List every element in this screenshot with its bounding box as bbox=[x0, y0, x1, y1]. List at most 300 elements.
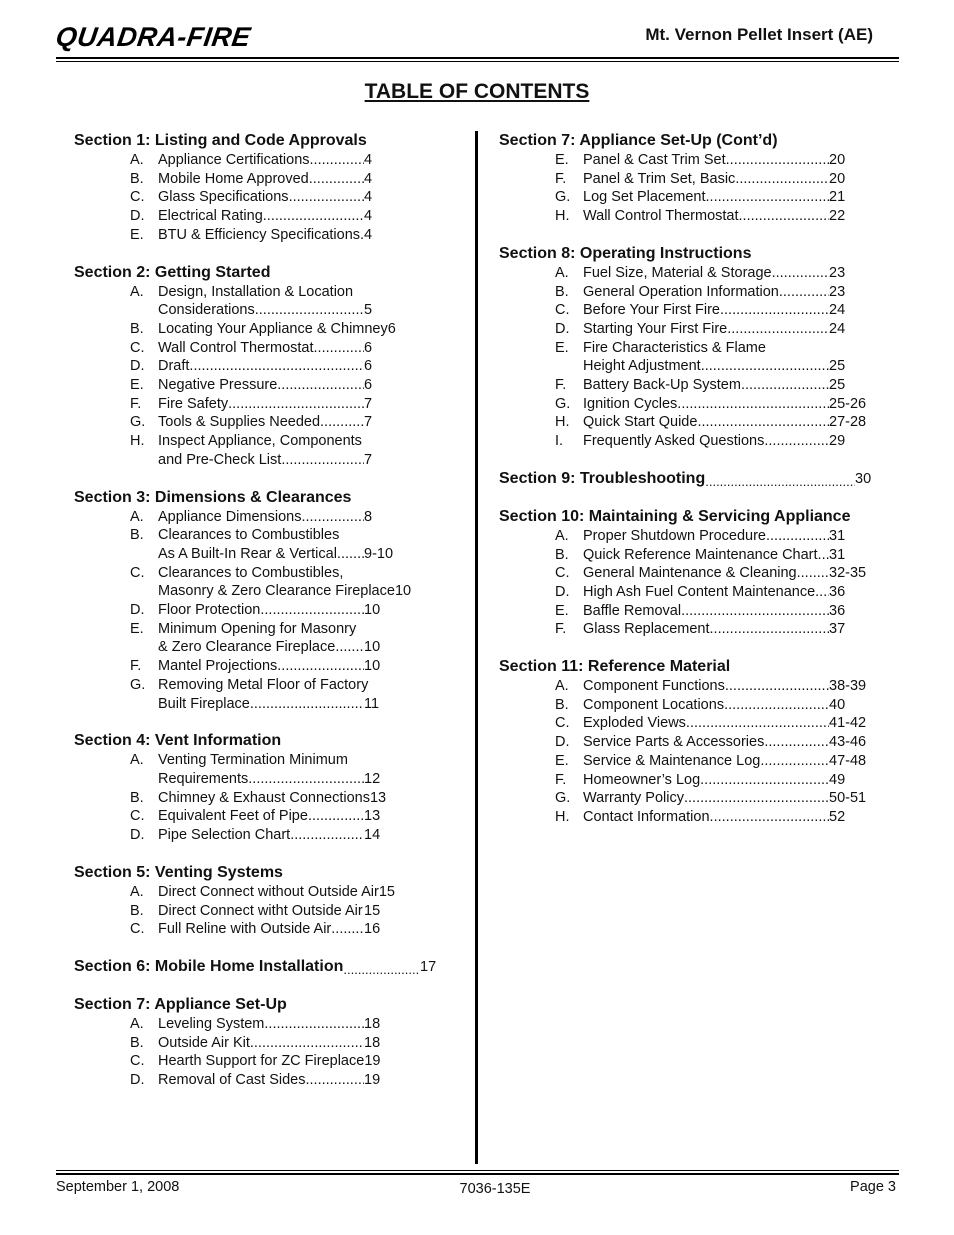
entry-text: Locating Your Appliance & Chimney bbox=[158, 320, 388, 337]
entry-text: Considerations bbox=[158, 302, 255, 319]
entry-page-number: 18 bbox=[364, 1034, 381, 1051]
toc-entry[interactable] bbox=[555, 733, 899, 752]
toc-entry[interactable] bbox=[555, 789, 899, 808]
entry-page-number: 22 bbox=[829, 208, 846, 225]
entry-page-number: 4 bbox=[364, 208, 373, 225]
entry-letter: E. bbox=[555, 752, 569, 769]
entry-page-number: 7 bbox=[364, 395, 373, 412]
entry-text: Frequently Asked Questions bbox=[583, 433, 765, 450]
toc-entry[interactable] bbox=[130, 526, 464, 563]
entry-page-number: 18 bbox=[364, 1015, 381, 1032]
entry-letter: C. bbox=[130, 189, 145, 206]
entry-page-number: 19 bbox=[364, 1053, 381, 1070]
entry-page-number: 36 bbox=[829, 602, 846, 619]
entry-page-number: 27-28 bbox=[829, 414, 867, 431]
entry-page-number: 11 bbox=[364, 695, 380, 712]
entry-page-number: 32-35 bbox=[829, 565, 867, 582]
dot-leader bbox=[281, 451, 364, 470]
entry-page-number: 4 bbox=[364, 170, 373, 187]
dot-leader bbox=[677, 395, 829, 414]
entry-text: High Ash Fuel Content Maintenance bbox=[583, 583, 816, 600]
toc-section bbox=[74, 995, 464, 1090]
entry-letter: D. bbox=[555, 583, 570, 600]
toc-entry[interactable] bbox=[130, 357, 464, 376]
dot-leader bbox=[343, 963, 420, 977]
entry-text: Leveling System bbox=[158, 1015, 265, 1032]
header-rule bbox=[56, 57, 899, 59]
entry-page-number: 6 bbox=[364, 339, 373, 356]
entry-letter: B. bbox=[555, 546, 569, 563]
entry-page-number: 6 bbox=[364, 358, 373, 375]
toc-entry[interactable] bbox=[555, 320, 899, 339]
toc-entry[interactable] bbox=[130, 413, 464, 432]
toc-entry[interactable] bbox=[555, 376, 899, 395]
toc-entry[interactable] bbox=[130, 188, 464, 207]
entry-letter: B. bbox=[555, 696, 569, 713]
entry-text: As A Built-In Rear & Vertical bbox=[158, 545, 337, 562]
dot-leader bbox=[260, 601, 364, 620]
toc-section bbox=[74, 957, 464, 977]
section-title: Section 1: Listing and Code Approvals bbox=[74, 132, 367, 149]
entry-page-number: 5 bbox=[364, 302, 373, 319]
dot-leader bbox=[720, 301, 829, 320]
entry-page-number: 14 bbox=[364, 827, 381, 844]
dot-leader bbox=[700, 771, 829, 790]
toc-entry[interactable] bbox=[555, 696, 899, 715]
section-heading[interactable] bbox=[74, 957, 464, 977]
entry-letter: B. bbox=[130, 527, 144, 544]
entry-text: Electrical Rating bbox=[158, 208, 263, 225]
entry-text: Proper Shutdown Procedure bbox=[583, 527, 766, 544]
entry-letter: H. bbox=[555, 208, 570, 225]
entry-page-number: 13 bbox=[369, 789, 387, 806]
dot-leader bbox=[305, 1071, 364, 1090]
dot-leader bbox=[301, 508, 364, 527]
toc-right-column bbox=[499, 131, 899, 845]
section-title: Section 10: Maintaining & Servicing Appliance bbox=[499, 507, 851, 525]
entry-letter: F. bbox=[130, 658, 142, 675]
toc-entry[interactable] bbox=[130, 902, 464, 921]
dot-leader bbox=[289, 188, 364, 207]
entry-letter: G. bbox=[130, 414, 146, 431]
dot-leader bbox=[764, 733, 829, 752]
section-title: Section 7: Appliance Set-Up bbox=[74, 995, 287, 1013]
entry-text: Minimum Opening for Masonry bbox=[158, 620, 357, 637]
entry-page-number: 31 bbox=[829, 527, 846, 544]
entry-text: Built Fireplace bbox=[158, 695, 250, 712]
entry-page-number: 21 bbox=[829, 189, 846, 206]
toc-section bbox=[74, 731, 464, 845]
toc-entry[interactable] bbox=[130, 789, 464, 808]
entry-page-number: 52 bbox=[829, 808, 846, 825]
entry-page-number: 4 bbox=[364, 189, 373, 206]
entry-text: & Zero Clearance Fireplace bbox=[158, 639, 336, 656]
entry-text: Direct Connect witht Outside Air bbox=[158, 902, 363, 919]
entry-page-number: 12 bbox=[364, 770, 381, 787]
entry-letter: C. bbox=[555, 565, 570, 582]
entry-page-number: 23 bbox=[829, 264, 846, 281]
section-heading[interactable] bbox=[74, 863, 464, 883]
entry-text: Glass Replacement bbox=[583, 621, 710, 638]
toc-entry[interactable] bbox=[130, 1071, 464, 1090]
entry-text: Service & Maintenance Log bbox=[583, 752, 761, 769]
entry-text: Starting Your First Fire bbox=[583, 320, 728, 337]
entry-letter: F. bbox=[555, 377, 567, 394]
entry-letter: E. bbox=[130, 620, 144, 637]
entry-text: Log Set Placement bbox=[583, 189, 706, 206]
toc-entry[interactable] bbox=[555, 714, 899, 733]
entry-letter: C. bbox=[130, 1053, 145, 1070]
toc-section bbox=[499, 657, 899, 827]
toc-entry[interactable] bbox=[130, 620, 464, 657]
toc-entry[interactable] bbox=[130, 564, 464, 601]
toc-section bbox=[74, 131, 464, 245]
dot-leader bbox=[764, 432, 829, 451]
toc-section bbox=[499, 131, 899, 226]
dot-leader bbox=[727, 320, 829, 339]
entry-text: General Maintenance & Cleaning bbox=[583, 565, 797, 582]
entry-text: BTU & Efficiency Specifications bbox=[158, 226, 361, 243]
entry-text: Wall Control Thermostat bbox=[583, 208, 739, 225]
section-heading[interactable] bbox=[499, 244, 899, 264]
entry-text: Chimney & Exhaust Connections bbox=[158, 789, 370, 806]
entry-page-number: 25 bbox=[829, 358, 846, 375]
entry-letter: B. bbox=[130, 320, 144, 337]
dot-leader bbox=[726, 151, 829, 170]
dot-leader bbox=[686, 714, 829, 733]
toc-entry[interactable] bbox=[555, 546, 899, 565]
dot-leader bbox=[309, 170, 364, 189]
dot-leader bbox=[290, 826, 364, 845]
entry-letter: G. bbox=[555, 790, 571, 807]
entry-text: Fuel Size, Material & Storage bbox=[583, 264, 772, 281]
entry-text: General Operation Information bbox=[583, 283, 779, 300]
toc-entry[interactable] bbox=[555, 564, 899, 583]
dot-leader bbox=[766, 527, 829, 546]
section-heading[interactable] bbox=[499, 469, 899, 489]
entry-letter: C. bbox=[130, 564, 145, 581]
toc-entry[interactable] bbox=[555, 207, 899, 226]
section-page-number: 17 bbox=[420, 958, 437, 975]
toc-entry[interactable] bbox=[555, 527, 899, 546]
entry-text: Clearances to Combustibles bbox=[158, 527, 340, 544]
entry-page-number: 4 bbox=[364, 152, 373, 168]
entry-letter: G. bbox=[555, 189, 571, 206]
entry-page-number: 37 bbox=[829, 621, 846, 638]
entry-letter: D. bbox=[130, 602, 145, 619]
toc-section bbox=[499, 244, 899, 451]
entry-page-number: 47-48 bbox=[829, 752, 867, 769]
section-heading[interactable] bbox=[499, 657, 899, 677]
section-heading[interactable] bbox=[499, 507, 899, 527]
entry-letter: C. bbox=[555, 302, 570, 319]
dot-leader bbox=[248, 770, 364, 789]
entry-letter: C. bbox=[130, 808, 145, 825]
toc-section bbox=[74, 488, 464, 714]
entry-page-number: 20 bbox=[829, 170, 846, 187]
entry-letter: B. bbox=[130, 1034, 144, 1051]
dot-leader bbox=[310, 151, 364, 170]
toc-entry[interactable] bbox=[130, 432, 464, 469]
entry-letter: A. bbox=[130, 283, 144, 300]
entry-text: Panel & Trim Set, Basic bbox=[583, 170, 736, 187]
dot-leader bbox=[331, 920, 364, 939]
quadra-fire-logo: QUADRA-FIRE bbox=[53, 22, 253, 52]
toc-entry[interactable] bbox=[555, 677, 899, 696]
entry-text: Quick Start Quide bbox=[583, 414, 698, 431]
section-title: Section 11: Reference Material bbox=[499, 658, 731, 676]
entry-letter: D. bbox=[130, 208, 145, 225]
toc-entry[interactable] bbox=[555, 395, 899, 414]
entry-page-number: 7 bbox=[364, 414, 373, 431]
entry-letter: C. bbox=[555, 715, 570, 732]
entry-letter: E. bbox=[555, 602, 569, 619]
section-heading[interactable] bbox=[74, 731, 464, 751]
entry-text: Panel & Cast Trim Set bbox=[583, 152, 726, 168]
section-heading[interactable] bbox=[74, 131, 464, 151]
section-heading[interactable] bbox=[499, 131, 899, 151]
dot-leader bbox=[760, 752, 829, 771]
toc-entry[interactable] bbox=[555, 620, 899, 639]
entry-page-number: 15 bbox=[364, 902, 381, 919]
entry-text: Full Reline with Outside Air bbox=[158, 921, 332, 938]
dot-leader bbox=[335, 638, 364, 657]
toc-entry[interactable] bbox=[555, 264, 899, 283]
toc-entry[interactable] bbox=[130, 657, 464, 676]
entry-text: Fire Characteristics & Flame bbox=[583, 339, 766, 356]
toc-entry[interactable] bbox=[130, 395, 464, 414]
toc-entry[interactable] bbox=[130, 339, 464, 358]
entry-page-number: 29 bbox=[829, 433, 846, 450]
section-title: Section 3: Dimensions & Clearances bbox=[74, 488, 352, 506]
toc-entry[interactable] bbox=[555, 301, 899, 320]
entry-letter: A. bbox=[130, 1015, 144, 1032]
toc-entry[interactable] bbox=[130, 1034, 464, 1053]
entry-text: Requirements bbox=[158, 770, 249, 787]
entry-letter: F. bbox=[130, 395, 142, 412]
dot-leader bbox=[255, 301, 364, 320]
entry-text: Homeowner’s Log bbox=[583, 771, 701, 788]
toc-entry[interactable] bbox=[130, 508, 464, 527]
entry-text: Equivalent Feet of Pipe bbox=[158, 808, 308, 825]
entry-letter: A. bbox=[555, 527, 569, 544]
entry-page-number: 43-46 bbox=[829, 734, 867, 751]
section-title: Section 6: Mobile Home Installation bbox=[74, 957, 344, 975]
toc-section bbox=[499, 507, 899, 639]
entry-text: Masonry & Zero Clearance Fireplace bbox=[158, 583, 395, 600]
entry-page-number: 7 bbox=[364, 451, 373, 468]
entry-letter: A. bbox=[130, 152, 144, 168]
entry-letter: F. bbox=[555, 621, 567, 638]
entry-text: Outside Air Kit bbox=[158, 1034, 250, 1051]
entry-text: Negative Pressure bbox=[158, 377, 278, 394]
dot-leader bbox=[797, 564, 829, 583]
entry-text: Glass Specifications bbox=[158, 189, 289, 206]
toc-entry[interactable] bbox=[130, 376, 464, 395]
entry-text: Pipe Selection Chart bbox=[158, 827, 291, 844]
toc-entry[interactable] bbox=[555, 283, 899, 302]
entry-letter: B. bbox=[130, 170, 144, 187]
dot-leader bbox=[697, 413, 829, 432]
section-heading[interactable] bbox=[74, 995, 464, 1015]
entry-letter: A. bbox=[130, 752, 144, 769]
toc-entry[interactable] bbox=[130, 320, 464, 339]
entry-page-number: 10 bbox=[364, 602, 381, 619]
entry-letter: D. bbox=[130, 358, 145, 375]
toc-entry[interactable] bbox=[130, 226, 464, 245]
entry-page-number: 10 bbox=[364, 658, 381, 675]
entry-page-number: 10 bbox=[364, 639, 381, 656]
toc-entry[interactable] bbox=[130, 920, 464, 939]
column-divider bbox=[475, 131, 478, 1164]
entry-page-number: 6 bbox=[364, 377, 373, 394]
section-title: Section 8: Operating Instructions bbox=[499, 244, 752, 262]
toc-entry[interactable] bbox=[555, 432, 899, 451]
toc-entry[interactable] bbox=[130, 283, 464, 320]
entry-letter: F. bbox=[555, 771, 567, 788]
entry-text: Design, Installation & Location bbox=[158, 283, 354, 300]
entry-letter: D. bbox=[130, 1072, 145, 1089]
entry-letter: C. bbox=[130, 339, 145, 356]
entry-letter: A. bbox=[555, 678, 569, 695]
section-heading[interactable] bbox=[74, 488, 464, 508]
toc-entry[interactable] bbox=[555, 413, 899, 432]
entry-letter: B. bbox=[555, 283, 569, 300]
toc-entry[interactable] bbox=[555, 583, 899, 602]
entry-letter: H. bbox=[555, 808, 570, 825]
toc-entry[interactable] bbox=[555, 188, 899, 207]
dot-leader bbox=[815, 583, 829, 602]
dot-leader bbox=[189, 357, 364, 376]
entry-page-number: 41-42 bbox=[829, 715, 867, 732]
dot-leader bbox=[337, 545, 364, 564]
entry-page-number: 36 bbox=[829, 583, 846, 600]
entry-letter: C. bbox=[130, 921, 145, 938]
entry-letter: H. bbox=[130, 433, 145, 450]
entry-text: Inspect Appliance, Components bbox=[158, 433, 362, 450]
dot-leader bbox=[277, 376, 364, 395]
entry-page-number: 10 bbox=[394, 583, 412, 600]
toc-entry[interactable] bbox=[555, 752, 899, 771]
entry-letter: F. bbox=[555, 170, 567, 187]
entry-letter: A. bbox=[130, 508, 144, 525]
toc-entry[interactable] bbox=[130, 601, 464, 620]
entry-page-number: 50-51 bbox=[829, 790, 867, 807]
dot-leader bbox=[706, 188, 829, 207]
dot-leader bbox=[308, 807, 364, 826]
dot-leader bbox=[314, 339, 364, 358]
entry-text: Draft bbox=[158, 358, 190, 375]
entry-text: Venting Termination Minimum bbox=[158, 752, 348, 769]
toc-entry[interactable] bbox=[555, 808, 899, 827]
entry-text: Mobile Home Approved bbox=[158, 170, 309, 187]
entry-text: Removal of Cast Sides bbox=[158, 1072, 306, 1089]
entry-page-number: 24 bbox=[829, 302, 846, 319]
entry-page-number: 6 bbox=[387, 320, 396, 337]
section-heading[interactable] bbox=[74, 263, 464, 283]
entry-text: Baffle Removal bbox=[583, 602, 682, 619]
dot-leader bbox=[701, 357, 829, 376]
toc-entry[interactable] bbox=[555, 771, 899, 790]
entry-page-number: 40 bbox=[829, 696, 846, 713]
entry-letter: G. bbox=[130, 676, 146, 693]
toc-entry[interactable] bbox=[130, 170, 464, 189]
toc-entry[interactable] bbox=[130, 751, 464, 788]
toc-section bbox=[499, 469, 899, 489]
toc-entry[interactable] bbox=[555, 602, 899, 621]
entry-page-number: 9-10 bbox=[364, 545, 394, 562]
toc-entry[interactable] bbox=[130, 1052, 464, 1071]
toc-entry[interactable] bbox=[130, 883, 464, 902]
toc-entry[interactable] bbox=[130, 151, 464, 170]
dot-leader bbox=[818, 546, 829, 565]
toc-entry[interactable] bbox=[130, 676, 464, 713]
entry-letter: B. bbox=[130, 902, 144, 919]
entry-page-number: 4 bbox=[364, 226, 373, 243]
entry-letter: B. bbox=[130, 789, 144, 806]
section-title: Section 9: Troubleshooting bbox=[499, 469, 706, 487]
toc-left-column bbox=[74, 131, 464, 1108]
dot-leader bbox=[228, 395, 364, 414]
entry-text: Warranty Policy bbox=[583, 790, 684, 807]
dot-leader bbox=[277, 657, 364, 676]
entry-text: Component Locations bbox=[583, 696, 725, 713]
entry-text: Exploded Views bbox=[583, 715, 686, 732]
entry-letter: A. bbox=[555, 264, 569, 281]
entry-page-number: 19 bbox=[364, 1072, 381, 1089]
footer-document-code: 7036-135E bbox=[459, 1181, 531, 1197]
entry-text: Battery Back-Up System bbox=[583, 377, 741, 394]
toc-entry[interactable] bbox=[130, 826, 464, 845]
entry-text: Direct Connect without Outside Air bbox=[158, 883, 379, 900]
dot-leader bbox=[735, 170, 829, 189]
entry-page-number: 15 bbox=[378, 883, 395, 900]
entry-page-number: 25-26 bbox=[829, 395, 867, 412]
dot-leader bbox=[681, 602, 829, 621]
dot-leader bbox=[705, 475, 855, 489]
dot-leader bbox=[263, 207, 364, 226]
entry-letter: E. bbox=[130, 226, 144, 243]
dot-leader bbox=[739, 207, 829, 226]
entry-text: Appliance Dimensions bbox=[158, 508, 302, 525]
entry-text: Floor Protection bbox=[158, 602, 261, 619]
header-rule-thin bbox=[56, 61, 899, 62]
entry-text: Quick Reference Maintenance Chart bbox=[583, 546, 818, 563]
entry-page-number: 31 bbox=[829, 546, 846, 563]
toc-entry[interactable] bbox=[555, 151, 899, 170]
toc-entry[interactable] bbox=[130, 807, 464, 826]
toc-section bbox=[74, 863, 464, 939]
toc-entry[interactable] bbox=[555, 170, 899, 189]
entry-letter: D. bbox=[555, 734, 570, 751]
entry-text: Removing Metal Floor of Factory bbox=[158, 676, 369, 693]
dot-leader bbox=[250, 1034, 364, 1053]
entry-letter: D. bbox=[555, 320, 570, 337]
dot-leader bbox=[779, 283, 829, 302]
section-title: Section 5: Venting Systems bbox=[74, 863, 283, 881]
table-of-contents-heading: TABLE OF CONTENTS bbox=[364, 80, 590, 103]
entry-text: Hearth Support for ZC Fireplace bbox=[158, 1053, 365, 1070]
entry-page-number: 38-39 bbox=[829, 678, 867, 695]
toc-entry[interactable] bbox=[130, 207, 464, 226]
entry-text: Height Adjustment bbox=[583, 358, 701, 375]
toc-entry[interactable] bbox=[555, 339, 899, 376]
toc-entry[interactable] bbox=[130, 1015, 464, 1034]
entry-text: Mantel Projections bbox=[158, 658, 278, 675]
entry-letter: I. bbox=[555, 433, 564, 450]
entry-text: and Pre-Check List bbox=[158, 451, 282, 468]
section-page-number: 30 bbox=[855, 470, 872, 487]
